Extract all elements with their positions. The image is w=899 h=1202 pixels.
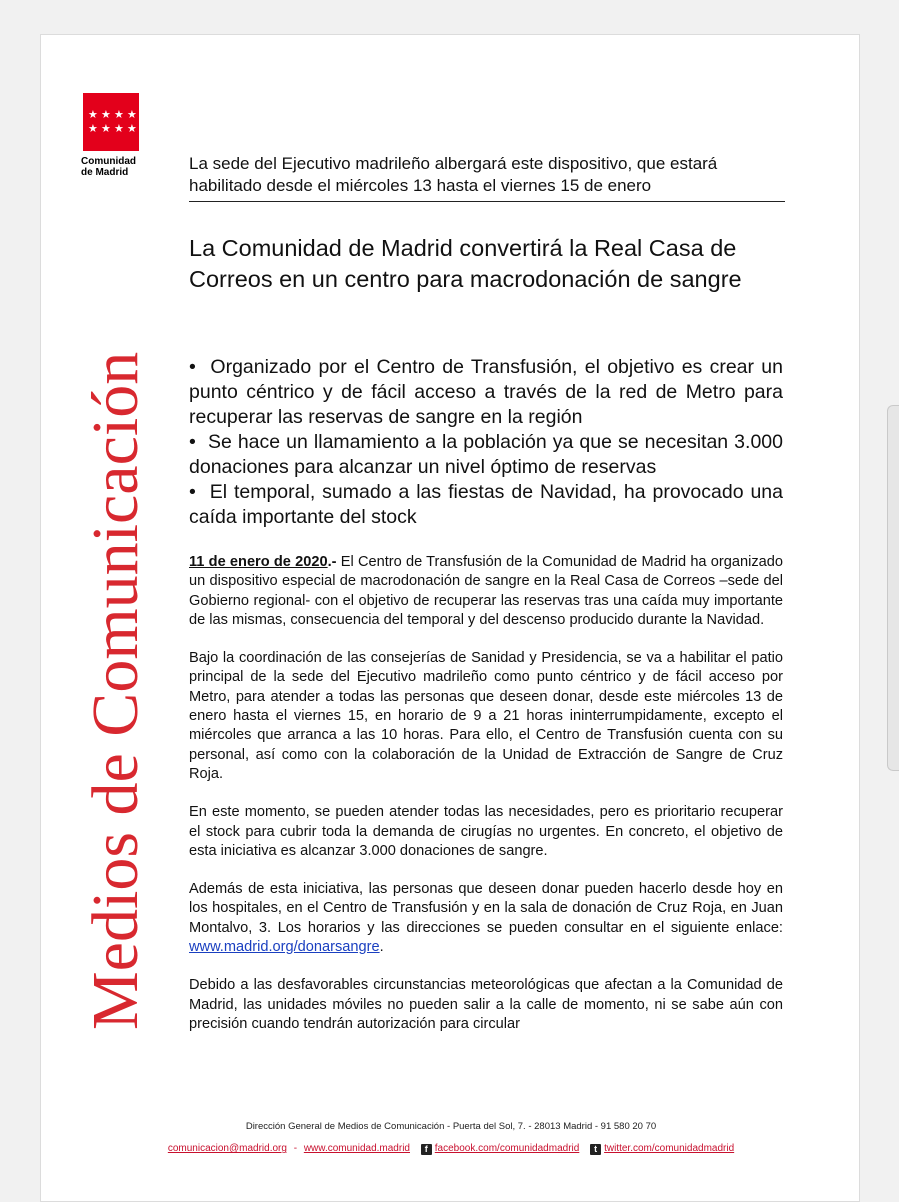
paragraph-4-end: . (379, 939, 384, 956)
subheader: La sede del Ejecutivo madrileño albergará este dispositivo, que estará habilitado desde el miércoles 13 hasta el viernes 15 de enero (189, 153, 785, 202)
website-link[interactable]: www.comunidad.madrid (303, 1143, 410, 1154)
bullet-item: • Organizado por el Centro de Transfusión, el objetivo es crear un punto céntrico y de fácil acceso a través de la red de Metro para recuperar las reservas de sangre en la región (189, 356, 783, 428)
paragraph-3: En este momento, se pueden atender todas las necesidades, pero es prioritario recuperar el stock para cubrir toda la demanda de cirugías no urgentes. En concreto, el objetivo de esta iniciativa es alcanzar 3.000 donaciones de sangre. (189, 804, 783, 859)
paragraph-5: Debido a las desfavorables circunstancias meteorológicas que afectan a la Comunidad de Madrid, las unidades móviles no pueden salir a la calle de momento, ni se sabe aún con precisión cuando tendrán autorización para circular (189, 977, 783, 1032)
paragraph-1-text: El Centro de Transfusión de la Comunidad de Madrid ha organizado un dispositivo especial de macrodonación de sangre en la Real Casa de Correos –sede del Gobierno regional- con el objetivo de recuperar las reservas tras una caída muy importante de las mismas, consecuencia del temporal y del descenso producido durante la Navidad. (189, 554, 783, 628)
comunidad-madrid-logo (81, 93, 143, 178)
footer-address: Dirección General de Medios de Comunicación - Puerta del Sol, 7. - 28013 Madrid - 91 580 20 70 (245, 1121, 657, 1132)
donar-sangre-link[interactable]: www.madrid.org/donarsangre (189, 939, 380, 956)
headline: La Comunidad de Madrid convertirá la Real Casa de Correos en un centro para macrodonación de sangre (189, 235, 742, 292)
body-text (189, 553, 783, 1053)
side-title: Medios de Comunicación (79, 351, 152, 1030)
bullet-item: • El temporal, sumado a las fiestas de Navidad, ha provocado una caída importante del stock (189, 481, 783, 528)
madrid-flag-icon: ★ ★ ★ ★ ★ ★ ★ ★ (83, 93, 139, 151)
paragraph-4-text: Además de esta iniciativa, las personas que deseen donar pueden hacerlo desde hoy en los hospitales, en el Centro de Transfusión y en la sala de donación de Cruz Roja, en Juan Montalvo, 3. Los horarios y las direcciones se pueden consultar en el siguiente enlace: (189, 881, 783, 936)
twitter-link[interactable]: twitter.com/comunidadmadrid (604, 1143, 735, 1154)
footer-separator: - (293, 1143, 298, 1154)
bullet-text: El temporal, sumado a las fiestas de Navidad, ha provocado una caída importante del stock (189, 481, 783, 528)
paragraph-2: Bajo la coordinación de las consejerías de Sanidad y Presidencia, se va a habilitar el patio principal de la sede del Ejecutivo madrileño como punto céntrico y de fácil acceso por Metro, para atender a todas las personas que deseen donar, desde este miércoles 13 de enero hasta el viernes 15, en horario de 9 a 21 horas ininterrumpidamente, excepto el miércoles que arranca a las 10 horas. Para ello, el Centro de Transfusión cuenta con su personal, así como con la colaboración de la Unidad de Extracción de Sangre de Cruz Roja. (189, 650, 783, 782)
logo-line-2: de Madrid (81, 167, 129, 178)
bullet-item: • Se hace un llamamiento a la población ya que se necesitan 3.000 donaciones para alcanzar un nivel óptimo de reservas (189, 431, 783, 478)
facebook-link[interactable]: facebook.com/comunidadmadrid (434, 1143, 580, 1154)
bullet-text: Organizado por el Centro de Transfusión, el objetivo es crear un punto céntrico y de fácil acceso a través de la red de Metro para recuperar las reservas de sangre en la región (189, 356, 783, 428)
bullet-text: Se hace un llamamiento a la población ya que se necesitan 3.000 donaciones para alcanzar un nivel óptimo de reservas (189, 431, 783, 478)
press-date: 11 de enero de 2020 (189, 554, 328, 570)
logo-text (81, 156, 143, 178)
facebook-icon: f (421, 1144, 432, 1155)
paragraph-4 (189, 880, 783, 957)
twitter-icon: t (590, 1144, 601, 1155)
email-link[interactable]: comunicacion@madrid.org (167, 1143, 287, 1154)
bullet-list (189, 355, 783, 530)
date-suffix: .- (327, 554, 337, 570)
logo-line-1: Comunidad (81, 156, 136, 167)
document-page (40, 34, 860, 1202)
scrollbar-handle[interactable] (887, 405, 899, 771)
paragraph-1 (189, 553, 783, 630)
footer-links (81, 1143, 821, 1155)
